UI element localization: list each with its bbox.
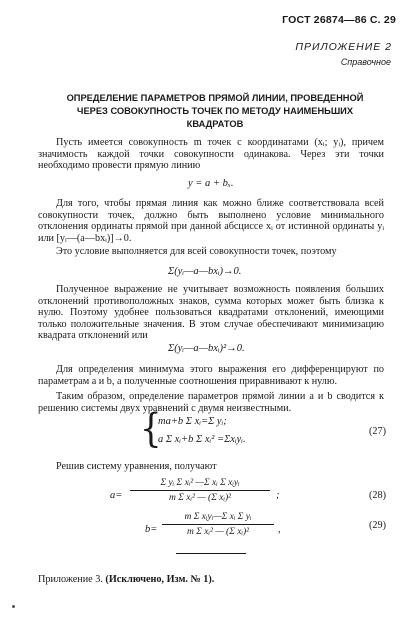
fraction-28-bar xyxy=(130,490,270,491)
fraction-28-denominator: m Σ xᵢ² — (Σ xᵢ)² xyxy=(169,493,231,503)
fraction-29-bar xyxy=(162,524,274,525)
equation-29-lhs: b= xyxy=(145,524,158,535)
equation-number-27: (27) xyxy=(369,426,386,437)
footer-label: Приложение 3. xyxy=(38,574,103,585)
paragraph-3: Это условие выполняется для всей совокупности точек, поэтому xyxy=(56,246,337,257)
system-brace: { xyxy=(140,406,162,452)
separator-rule xyxy=(176,553,246,554)
footer-note xyxy=(38,574,214,585)
equation-28-lhs: a= xyxy=(110,490,123,501)
page-header: ГОСТ 26874—86 С. 29 xyxy=(282,14,396,26)
fraction-29-denominator: m Σ xᵢ² — (Σ xᵢ)² xyxy=(187,527,249,537)
fraction-29-numerator: m Σ xᵢyᵢ—Σ xᵢ Σ yᵢ xyxy=(184,512,252,522)
equation-28-tail: ; xyxy=(276,490,280,501)
paragraph-4: Полученное выражение не учитывает возможность появления больших отклонений противоположных знаков, сумма которых может быть близка к нулю. Поэтому удобнее пользоваться квадратами отклонений, имеющими только положительные значения. В этом случае обеспечивают минимизацию квадрата отклонений или xyxy=(38,284,384,342)
paragraph-6: Таким образом, определение параметров прямой линии a и b сводится к решению системы двух уравнений с двумя неизвестными. xyxy=(38,391,384,414)
system-line-1: ma+b Σ xᵢ=Σ yᵢ; xyxy=(158,416,227,427)
scan-dot xyxy=(12,605,15,608)
equation-sum-1: Σ(yᵢ—a—bxᵢ)→0. xyxy=(168,266,242,277)
fraction-29 xyxy=(162,512,274,537)
section-title: ОПРЕДЕЛЕНИЕ ПАРАМЕТРОВ ПРЯМОЙ ЛИНИИ, ПРОВЕДЕННОЙ ЧЕРЕЗ СОВОКУПНОСТЬ ТОЧЕК ПО МЕТОДУ НАИМЕНЬШИХ КВАДРАТОВ xyxy=(66,93,364,129)
system-line-2: a Σ xᵢ+b Σ xᵢ² =Σxᵢyᵢ. xyxy=(158,434,246,445)
footer-text: (Исключено, Изм. № 1). xyxy=(105,574,215,585)
equation-line: y = a + bₓ. xyxy=(188,178,234,189)
paragraph-5: Для определения минимума этого выражения его дифференцируют по параметрам a и b, а полученные соотношения приравнивают к нулю. xyxy=(38,364,384,387)
appendix-label: ПРИЛОЖЕНИЕ 2 xyxy=(295,41,392,53)
equation-number-29: (29) xyxy=(369,520,386,531)
appendix-type: Справочное xyxy=(340,57,391,67)
paragraph-2: Для того, чтобы прямая линия как можно ближе соответствовала всей совокупности точек, должно быть выполнено условие минимального отклонения ординаты прямой при данной абсциссе xᵢ от истинной ординаты yᵢ или [yᵢ—(a—bxᵢ)]→0. xyxy=(38,198,384,244)
paragraph-1: Пусть имеется совокупность m точек с координатами (xᵢ; yᵢ), причем значимость каждой точки совокупности одинакова. Через эти точки необходимо провести прямую линию xyxy=(38,137,384,172)
equation-number-28: (28) xyxy=(369,490,386,501)
fraction-28-numerator: Σ yᵢ Σ xᵢ² —Σ xᵢ Σ xᵢyᵢ xyxy=(160,478,240,488)
fraction-28 xyxy=(130,478,270,503)
equation-sum-2: Σ(yᵢ—a—bxᵢ)²→0. xyxy=(168,343,245,354)
equation-29-tail: , xyxy=(278,524,281,535)
paragraph-7: Решив систему уравнения, получают xyxy=(56,461,217,472)
